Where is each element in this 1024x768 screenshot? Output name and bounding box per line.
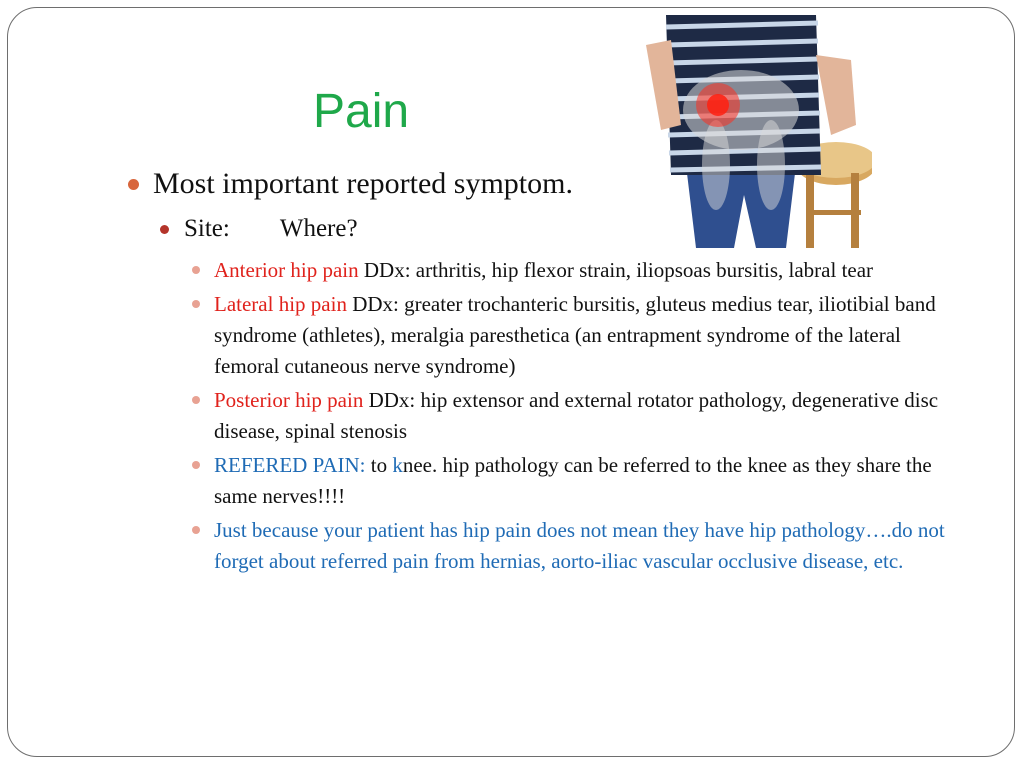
main-symptom-text: Most important reported symptom.	[153, 167, 573, 200]
referred-text-a: to	[365, 453, 393, 477]
lateral-label: Lateral hip pain	[214, 292, 347, 316]
bullet-dot	[128, 179, 139, 190]
anterior-text: DDx: arthritis, hip flexor strain, iliopsoas bursitis, labral tear	[358, 258, 874, 282]
anterior-label: Anterior hip pain	[214, 258, 359, 282]
lateral-text: DDx: greater trochanteric bursitis, gluteus medius tear, iliotibial band syndrome (athletes), meralgia paresthetica (an entrapment syndrome of the lateral femoral cutaneous nerve syndrome)	[214, 292, 936, 378]
bullet-dot	[192, 461, 200, 469]
bullet-dot	[192, 300, 200, 308]
bullet-dot	[192, 526, 200, 534]
ddx-list	[190, 255, 965, 580]
site-label: Site:	[184, 215, 230, 242]
site-value: Where?	[279, 215, 358, 242]
list-item-caution	[190, 515, 965, 577]
bullet-dot	[192, 396, 200, 404]
list-item-referred	[190, 450, 965, 512]
bullet-main-symptom	[128, 166, 573, 202]
hip-pain-photo	[646, 15, 872, 248]
caution-text: Just because your patient has hip pain does not mean they have hip pathology….do not forget about referred pain from hernias, aorto-iliac vascular occlusive disease, etc.	[214, 518, 945, 573]
bullet-dot	[160, 225, 169, 234]
list-item-lateral	[190, 289, 965, 382]
list-item-anterior	[190, 255, 965, 286]
slide-title: Pain	[313, 85, 410, 138]
referred-text-k: k	[392, 453, 403, 477]
posterior-text: DDx: hip extensor and external rotator pathology, degenerative disc disease, spinal stenosis	[214, 388, 939, 443]
referred-text-b: nee. hip pathology can be referred to the knee as they share the same nerves!!!!	[214, 453, 932, 508]
bullet-dot	[192, 266, 200, 274]
bullet-site	[160, 214, 358, 244]
list-item-posterior	[190, 385, 965, 447]
referred-label: REFERED PAIN:	[214, 453, 366, 477]
posterior-label: Posterior hip pain	[214, 388, 364, 412]
